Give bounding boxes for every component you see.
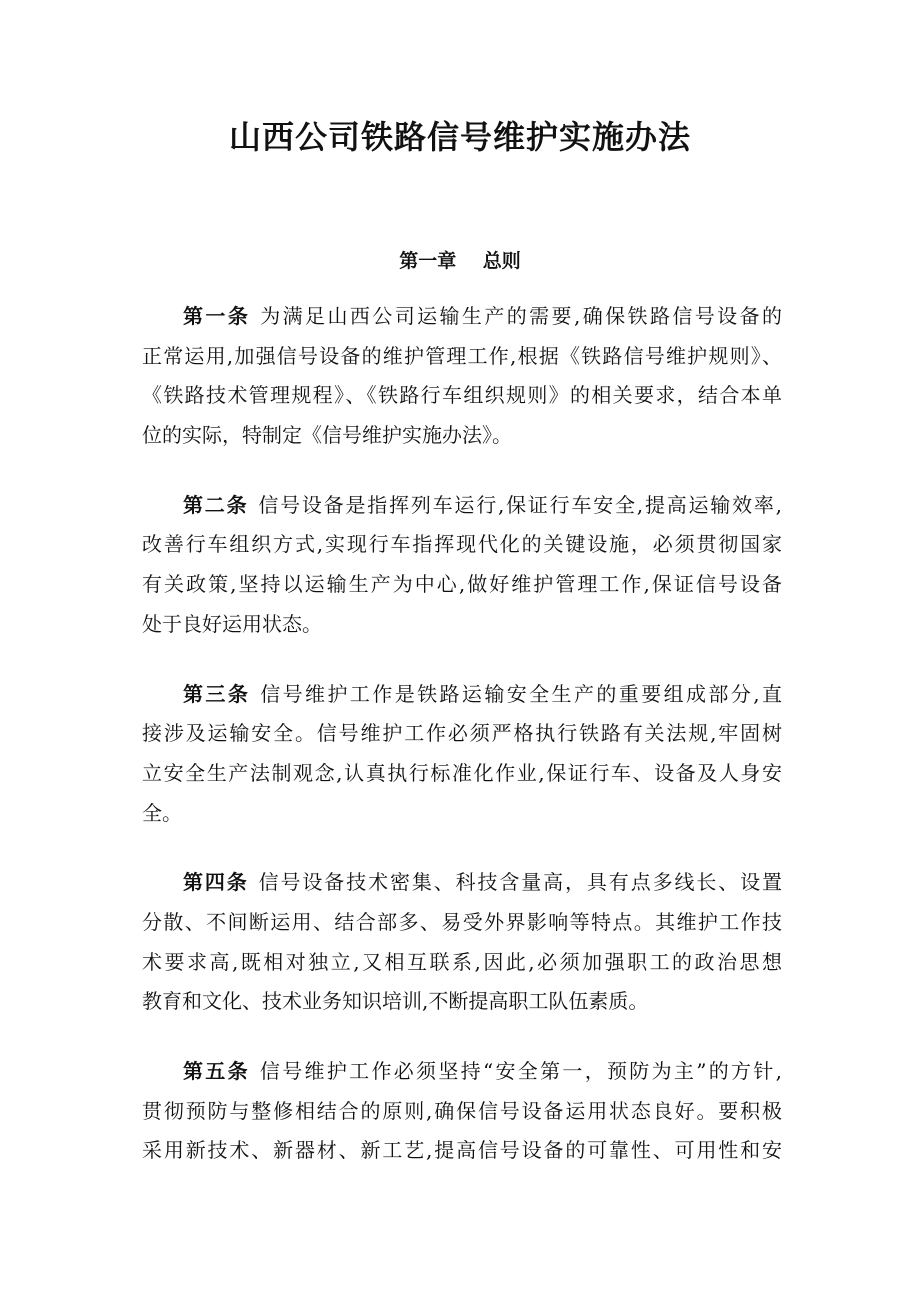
text-line xyxy=(142,866,782,906)
line-text: 立安全生产法制观念,认真执行标准化作业,保证行车、设备及人身安 xyxy=(142,760,782,785)
text-line xyxy=(142,379,782,419)
line-text: 信号维护工作是铁路运输安全生产的重要组成部分,直 xyxy=(260,681,783,706)
article-label: 第二条 xyxy=(183,492,249,517)
line-text: 正常运用,加强信号设备的维护管理工作,根据《铁路信号维护规则》、 xyxy=(142,343,782,368)
article-label: 第五条 xyxy=(183,1059,250,1083)
text-line xyxy=(142,300,782,340)
text-line xyxy=(142,419,782,459)
line-text: 分散、不间断运用、结合部多、易受外界影响等特点。其维护工作技 xyxy=(142,909,782,934)
text-line xyxy=(142,1055,782,1095)
text-line xyxy=(142,797,782,837)
text-line xyxy=(142,1095,782,1135)
text-line xyxy=(142,489,782,529)
text-line xyxy=(142,946,782,986)
line-text: 处于良好运用状态。 xyxy=(142,611,322,636)
line-text: 接涉及运输安全。信号维护工作必须严格执行铁路有关法规,牢固树 xyxy=(142,721,782,746)
text-line xyxy=(142,1134,782,1174)
line-text: 信号设备是指挥列车运行,保证行车安全,提高运输效率, xyxy=(258,492,783,517)
line-text: 贯彻预防与整修相结合的原则,确保信号设备运用状态良好。要积极 xyxy=(142,1098,782,1123)
article-paragraph xyxy=(142,300,782,459)
line-text: 采用新技术、新器材、新工艺,提高信号设备的可靠性、可用性和安 xyxy=(142,1138,782,1163)
line-text: 有关政策,坚持以运输生产为中心,做好维护管理工作,保证信号设备 xyxy=(142,572,782,597)
article-label: 第一条 xyxy=(183,304,251,328)
line-text: 教育和文化、技术业务知识培训,不断提高职工队伍素质。 xyxy=(142,989,649,1014)
line-text: 信号设备技术密集、科技含量高，具有点多线长、设置 xyxy=(258,870,783,895)
text-line xyxy=(142,985,782,1025)
line-text: 术要求高,既相对独立,又相互联系,因此,必须加强职工的政治思想 xyxy=(142,949,782,974)
document-title: 山西公司铁路信号维护实施办法 xyxy=(228,118,691,156)
text-line xyxy=(142,340,782,380)
text-line xyxy=(142,678,782,718)
article-label: 第三条 xyxy=(183,681,251,706)
text-line xyxy=(142,906,782,946)
line-text: 位的实际，特制定《信号维护实施办法》。 xyxy=(142,423,512,448)
article-paragraph xyxy=(142,1055,782,1174)
article-paragraph xyxy=(142,489,782,648)
article-label: 第四条 xyxy=(183,870,249,895)
article-paragraph xyxy=(142,866,782,1025)
text-line xyxy=(142,528,782,568)
line-text: 为满足山西公司运输生产的需要,确保铁路信号设备的 xyxy=(260,304,783,328)
line-text: 信号维护工作必须坚持“安全第一，预防为主”的方针, xyxy=(259,1059,783,1083)
line-text: 《铁路技术管理规程》、《铁路行车组织规则》的相关要求，结合本单 xyxy=(142,383,782,408)
document-body xyxy=(142,300,782,1204)
line-text: 全。 xyxy=(142,800,182,825)
article-paragraph xyxy=(142,678,782,837)
text-line xyxy=(142,568,782,608)
text-line xyxy=(142,717,782,757)
text-line xyxy=(142,757,782,797)
chapter-heading: 第一章 总则 xyxy=(399,250,521,272)
text-line xyxy=(142,608,782,648)
line-text: 改善行车组织方式,实现行车指挥现代化的关键设施，必须贯彻国家 xyxy=(142,532,782,557)
